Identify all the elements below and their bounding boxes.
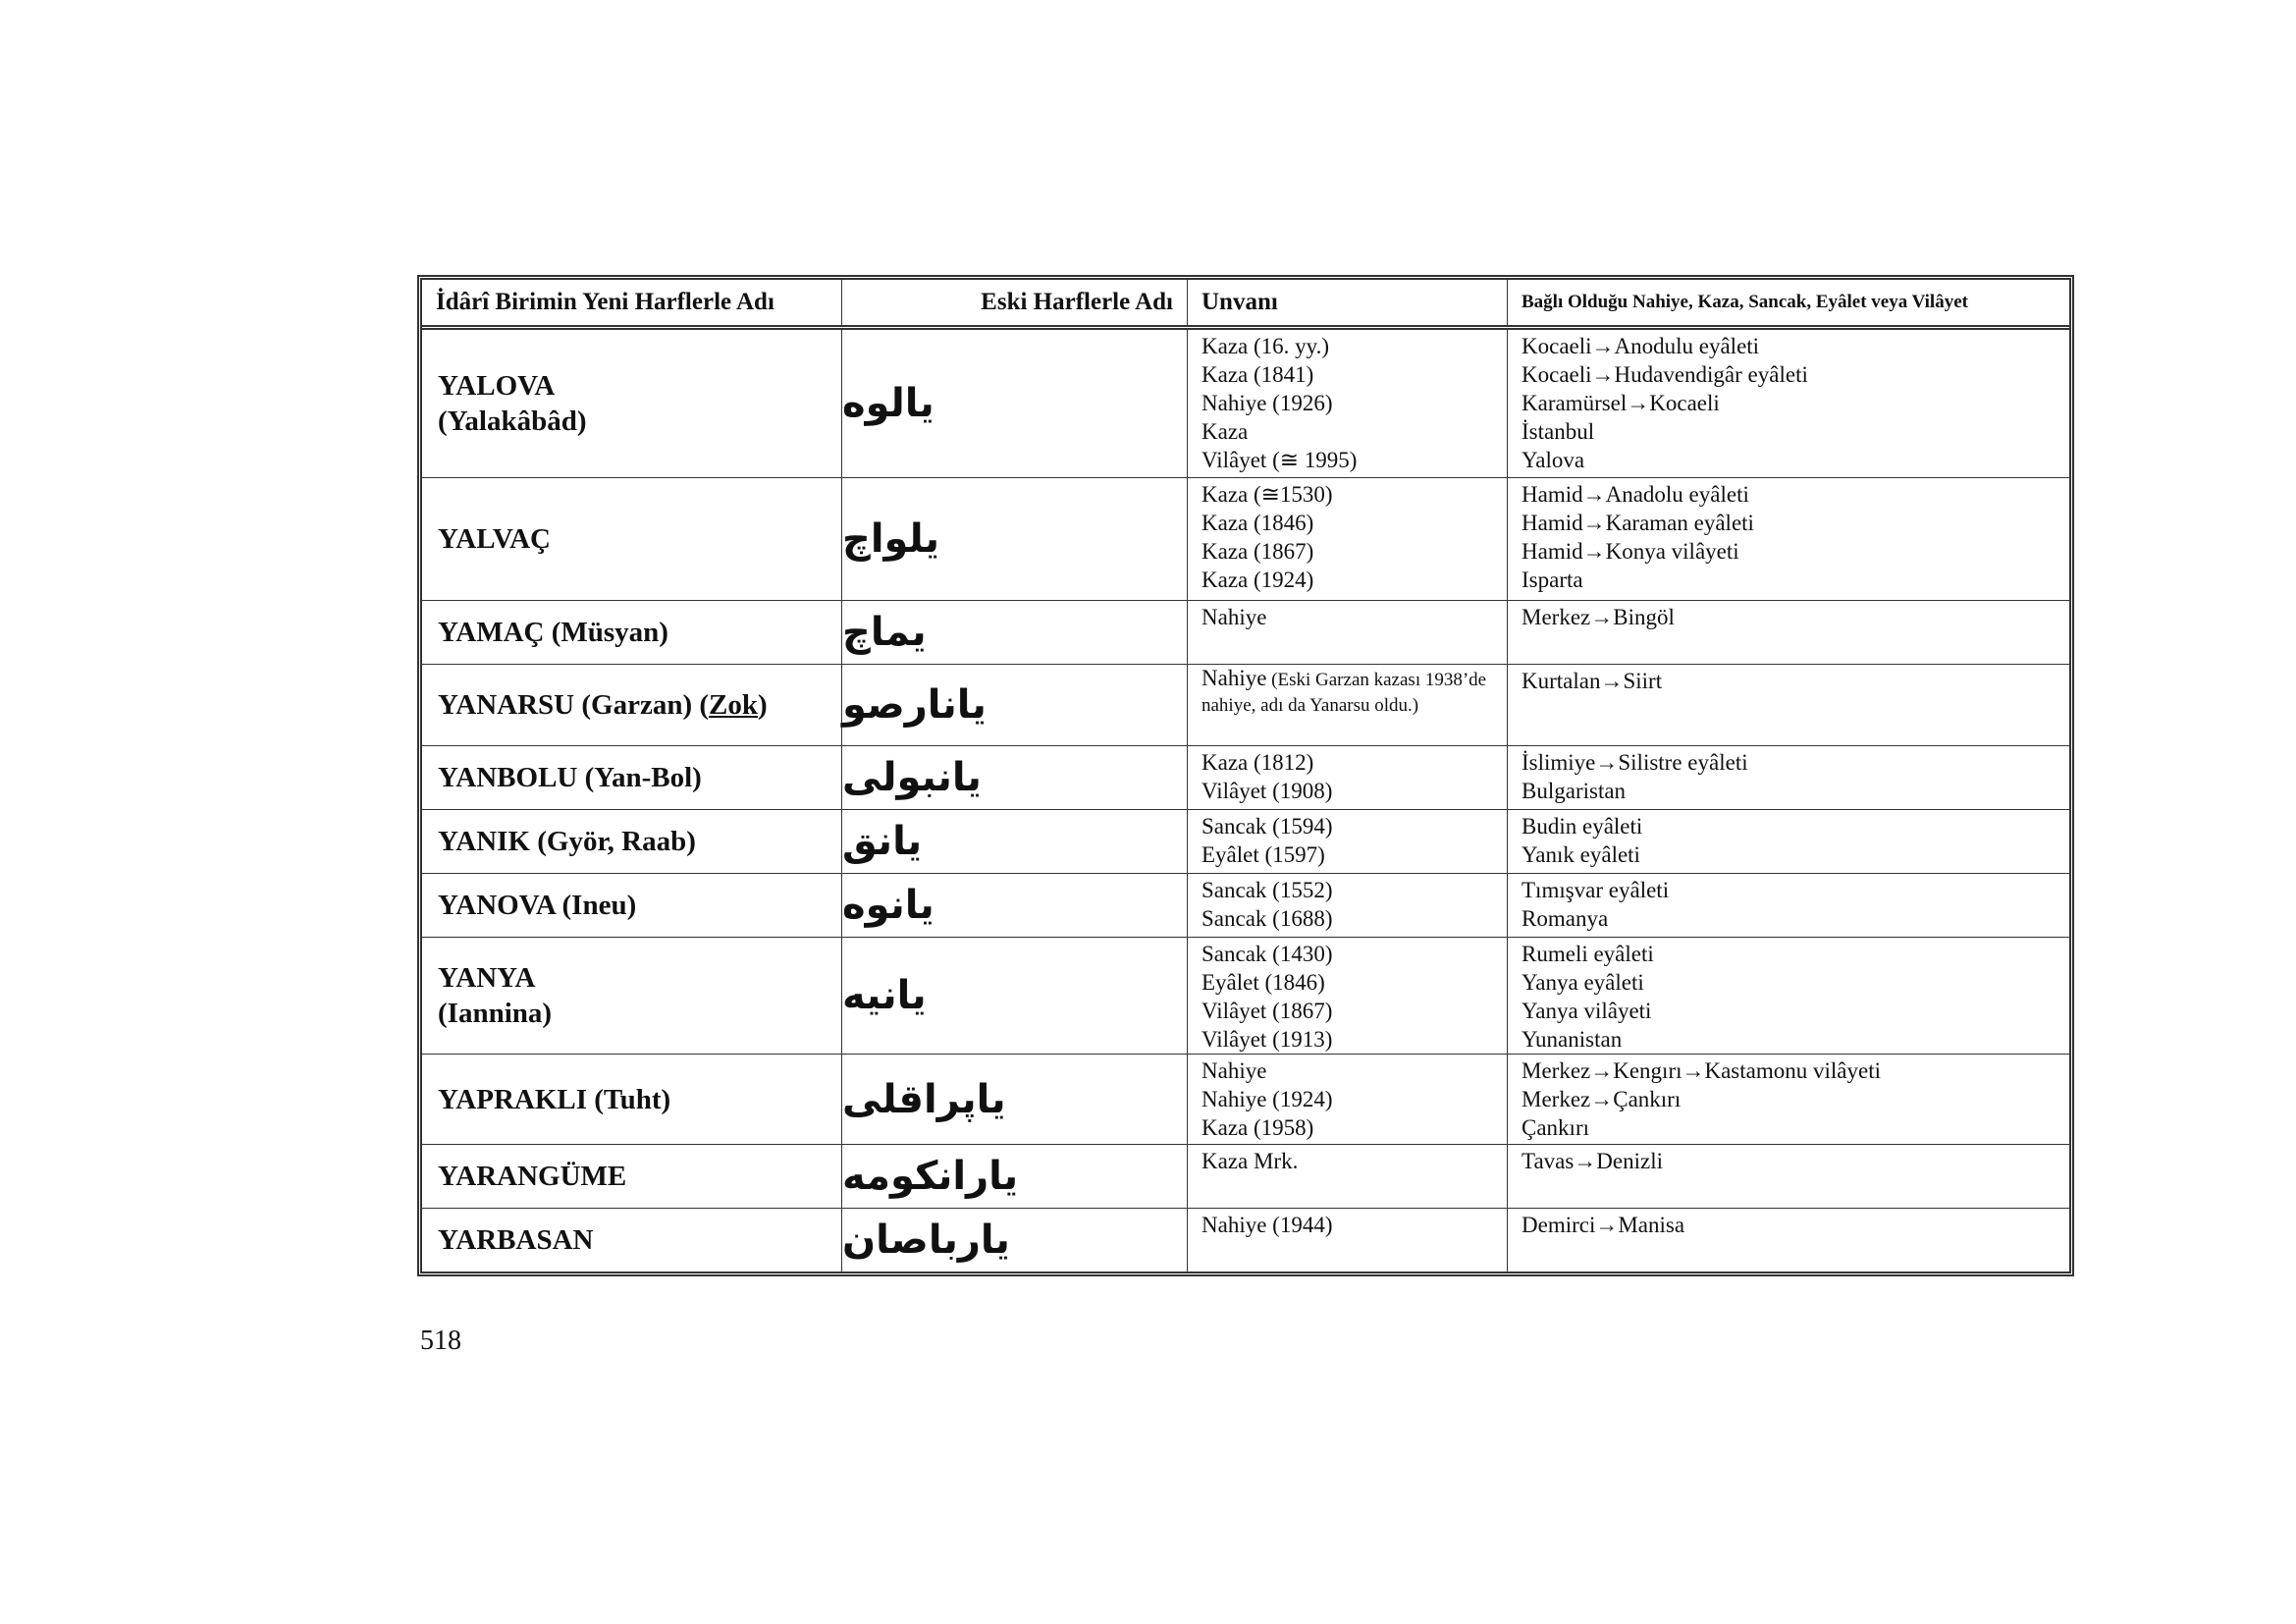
table-row	[422, 601, 2069, 665]
affiliation-list: Hamid→Anadolu eyâleti Hamid→Karaman eyâleti Hamid→Konya vilâyeti Isparta	[1522, 482, 1754, 592]
table-row	[422, 1055, 2069, 1145]
unit-name: YALOVA (Yalakâbâd)	[422, 330, 842, 477]
title-list: Nahiye (1944)	[1188, 1209, 1508, 1272]
header-affiliation: Bağlı Olduğu Nahiye, Kaza, Sancak, Eyâlet veya Vilâyet	[1522, 292, 1968, 312]
table-header	[422, 280, 2069, 330]
old-script-name: يانارصو	[842, 665, 1188, 745]
unit-name: YANOVA (Ineu)	[422, 874, 842, 937]
table-row	[422, 330, 2069, 478]
header-title: Unvanı	[1188, 280, 1508, 325]
table-row	[422, 1209, 2069, 1272]
table-row	[422, 665, 2069, 746]
table-row	[422, 1145, 2069, 1209]
title-list: Sancak (1430) Eyâlet (1846) Vilâyet (1867) Vilâyet (1913)	[1188, 938, 1508, 1054]
page-number: 518	[420, 1326, 461, 1356]
table-row	[422, 874, 2069, 938]
header-new-name: İdârî Birimin Yeni Harflerle Adı	[422, 280, 842, 325]
old-script-name: يانبولى	[842, 746, 1188, 809]
administrative-units-table	[417, 275, 2074, 1276]
title-list: Kaza Mrk.	[1188, 1145, 1508, 1208]
unit-name: YANIK (Györ, Raab)	[422, 810, 842, 873]
unit-name: YAPRAKLI (Tuht)	[422, 1055, 842, 1144]
affiliation-list: Tımışvar eyâleti Romanya	[1522, 878, 1670, 931]
affiliation-list: Tavas→Denizli	[1522, 1149, 1664, 1173]
title-list: Kaza (16. yy.) Kaza (1841) Nahiye (1926) Kaza Vilâyet (≅ 1995)	[1188, 330, 1508, 477]
affiliation-list: Budin eyâleti Yanık eyâleti	[1522, 814, 1643, 867]
old-script-name: يانق	[842, 810, 1188, 873]
unit-name: YANARSU (Garzan) ( Zok )	[422, 665, 842, 745]
unit-name: YALVAÇ	[422, 478, 842, 600]
title-list: Nahiye (Eski Garzan kazası 1938’de nahiye, adı da Yanarsu oldu.)	[1188, 665, 1508, 745]
unit-name: YANYA (Iannina)	[422, 938, 842, 1054]
old-script-name: يانيه	[842, 938, 1188, 1054]
table-row	[422, 746, 2069, 810]
old-script-name: يماچ	[842, 601, 1188, 664]
title-list: Kaza (1812) Vilâyet (1908)	[1188, 746, 1508, 809]
title-list: Kaza (≅1530) Kaza (1846) Kaza (1867) Kaza (1924)	[1188, 478, 1508, 600]
header-old-name: Eski Harflerle Adı	[842, 280, 1188, 325]
title-list: Sancak (1594) Eyâlet (1597)	[1188, 810, 1508, 873]
title-list: Nahiye	[1188, 601, 1508, 664]
table-row	[422, 478, 2069, 601]
table-row	[422, 810, 2069, 874]
unit-name: YARANGÜME	[422, 1145, 842, 1208]
affiliation-list: Demirci→Manisa	[1522, 1213, 1685, 1237]
old-script-name: يانوه	[842, 874, 1188, 937]
old-script-name: يارانكومه	[842, 1145, 1188, 1208]
affiliation-list: Merkez→Kengırı→Kastamonu vilâyeti Merkez→Çankırı Çankırı	[1522, 1058, 1881, 1140]
affiliation-list: Rumeli eyâleti Yanya eyâleti Yanya vilâyeti Yunanistan	[1522, 942, 1654, 1052]
table-row	[422, 938, 2069, 1055]
old-script-name: يالوه	[842, 330, 1188, 477]
unit-name: YANBOLU (Yan-Bol)	[422, 746, 842, 809]
affiliation-list: Kurtalan→Siirt	[1522, 669, 1663, 693]
underlined-name: Zok	[709, 689, 759, 721]
unit-name: YAMAÇ (Müsyan)	[422, 601, 842, 664]
unit-name: YARBASAN	[422, 1209, 842, 1272]
affiliation-list: Kocaeli→Anodulu eyâleti Kocaeli→Hudavendigâr eyâleti Karamürsel→Kocaeli İstanbul Yalova	[1522, 334, 1808, 472]
affiliation-list: İslimiye→Silistre eyâleti Bulgaristan	[1522, 750, 1748, 803]
old-script-name: ياپراقلى	[842, 1055, 1188, 1144]
old-script-name: يلواچ	[842, 478, 1188, 600]
affiliation-list: Merkez→Bingöl	[1522, 605, 1675, 629]
old-script-name: يارباصان	[842, 1209, 1188, 1272]
title-list: Sancak (1552) Sancak (1688)	[1188, 874, 1508, 937]
title-list: Nahiye Nahiye (1924) Kaza (1958)	[1188, 1055, 1508, 1144]
